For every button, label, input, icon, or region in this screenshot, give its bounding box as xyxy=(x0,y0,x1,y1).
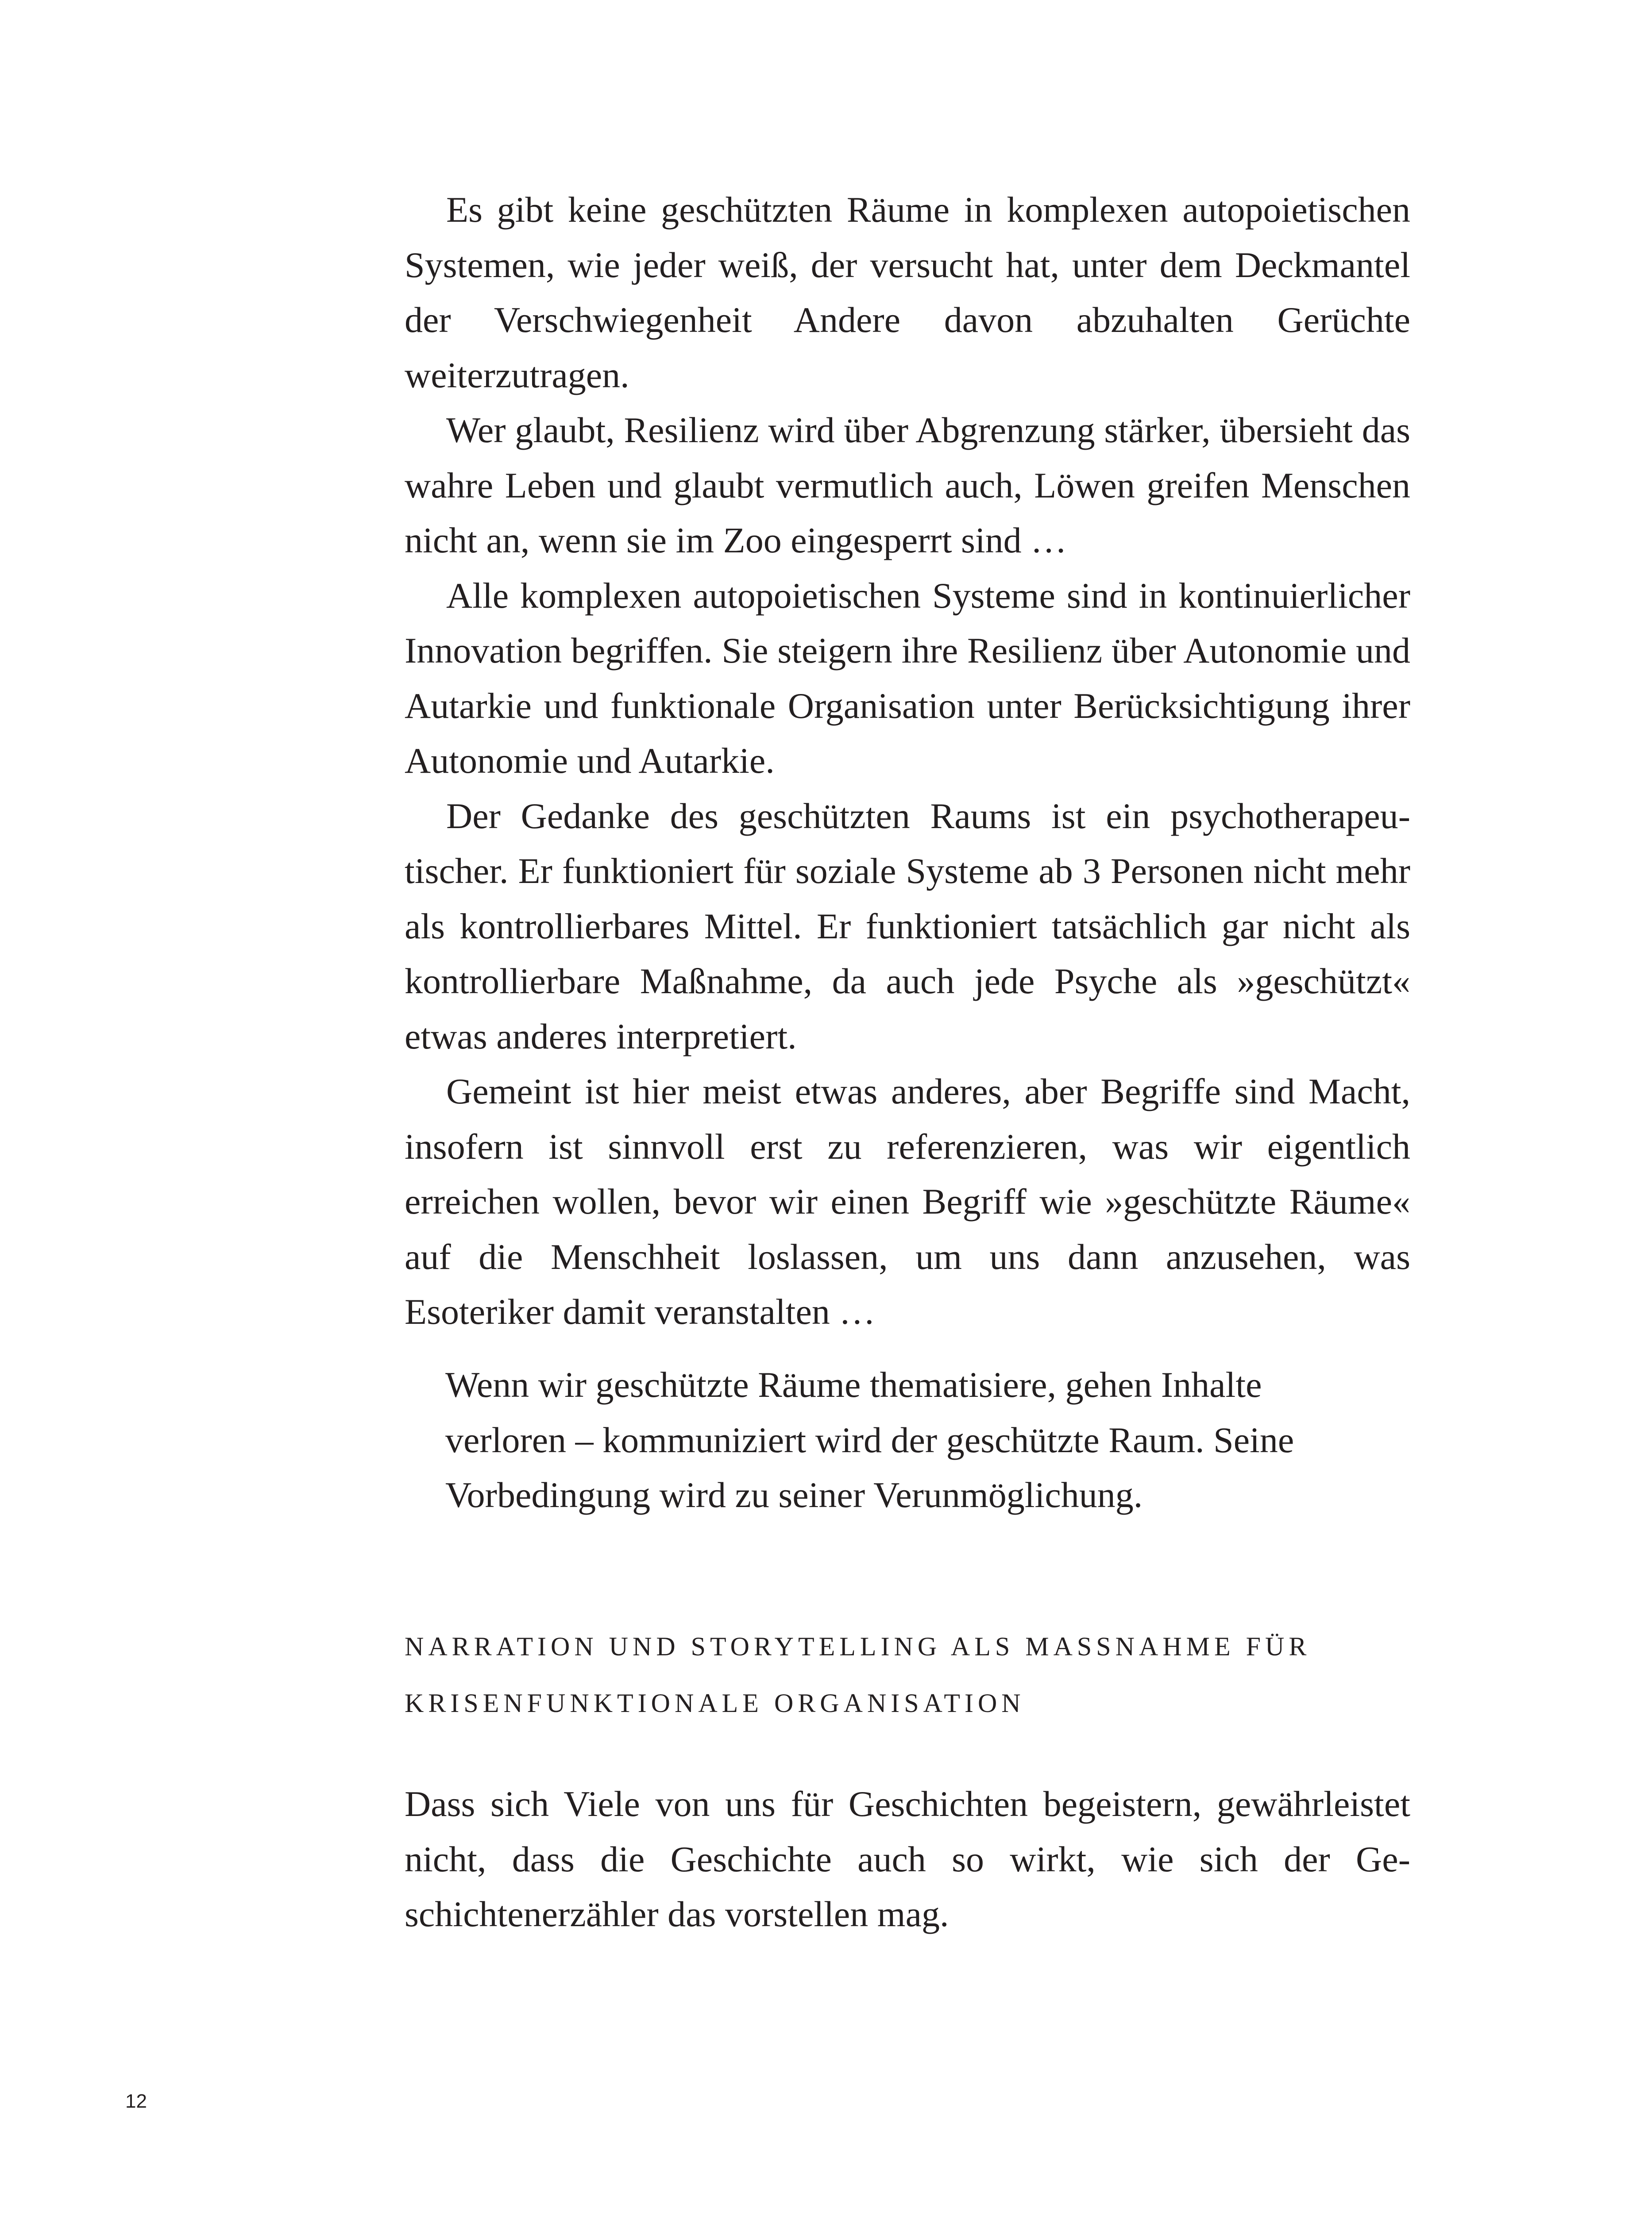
body-text xyxy=(405,182,1410,1340)
quote-line-2: verloren – kommuniziert wird der geschützte Raum. Seine xyxy=(445,1419,1294,1460)
section-heading-line-2: KRISENFUNKTIONALE ORGANISATION xyxy=(405,1689,1025,1718)
section-paragraph: Dass sich Viele von uns für Geschichten begeistern, gewährleistet nicht, dass die Geschichte auch so wirkt, wie sich der Geschichtenerzähler das vorstellen mag. xyxy=(405,1784,1410,1934)
section-body-text xyxy=(405,1777,1410,1942)
block-quote xyxy=(445,1357,1366,1523)
body-paragraph-3: Alle komplexen autopoietischen Systeme sind in kontinuierlicher Innovation begriffen. Sie steigern ihre Resilienz über Autonomie und Autarkie und funktionale Organisation unter Berücksichtigung ihrer Autonomie und Autarkie. xyxy=(405,575,1410,781)
quote-line-3: Vorbedingung wird zu seiner Verunmöglichung. xyxy=(445,1475,1143,1515)
section-heading xyxy=(405,1618,1423,1731)
body-paragraph-5: Gemeint ist hier meist etwas anderes, aber Begriffe sind Macht, insofern ist sinnvoll erst zu referenzieren, was wir eigentlich erreichen wollen, bevor wir einen Begriff wie »geschützte Räume« auf die Menschheit loslassen, um uns dann anzusehen, was Esoteriker damit veranstalten … xyxy=(405,1071,1410,1332)
quote-line-1: Wenn wir geschützte Räume thematisiere, gehen Inhalte xyxy=(445,1365,1262,1405)
body-paragraph-1: Es gibt keine geschützten Räume in komplexen autopoietischen Systemen, wie jeder weiß, der versucht hat, unter dem Deckmantel der Verschwiegenheit Andere davon abzuhalten Gerüchte weiterzutragen. xyxy=(405,189,1410,395)
body-paragraph-4: Der Gedanke des geschützten Raums ist ein psychotherapeutischer. Er funktioniert für soziale Systeme ab 3 Personen nicht mehr als kontrollierbares Mittel. Er funktioniert tatsächlich gar nicht als kontrollierbare Maßnahme, da auch jede Psyche als »geschützt« etwas anderes interpretiert. xyxy=(405,795,1410,1056)
page-number: 12 xyxy=(125,2090,147,2112)
body-paragraph-2: Wer glaubt, Resilienz wird über Abgrenzung stärker, übersieht das wahre Leben und glaubt vermutlich auch, Löwen greifen Menschen nicht an, wenn sie im Zoo eingesperrt sind … xyxy=(405,410,1410,560)
section-heading-line-1: NARRATION UND STORYTELLING ALS MASSNAHME FÜR xyxy=(405,1632,1311,1661)
